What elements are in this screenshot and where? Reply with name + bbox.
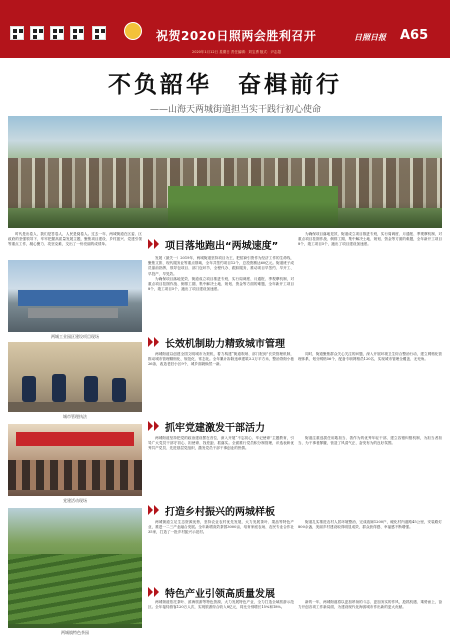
section-text: 两城街道以创建全国文明城市为契机，着力构建“街道吹哨、部门报到”长效管理机制，推动城市管理精细化、规范化、常态化。全年累计拆除违章建筑3.2万平方米，整治背街小巷26条，改造老旧小区9个，城乡面貌焕然一新。 <box>148 352 294 367</box>
double-arrow-icon <box>148 421 162 431</box>
section-text: 两城街道坚持把党的政治建设摆在首位，深入开展“不忘初心、牢记使命”主题教育，引导广大党员干部守初心、担使命、找差距、抓落实。全面推行党员积分制管理，评选表彰优秀共产党员、先进基层党组织，激发党员干部干事创业的热情。 <box>148 436 294 451</box>
qr-code-icon <box>92 26 106 40</box>
photo-caption: 党建活动现场 <box>63 498 87 503</box>
section-text: 发展（最关一）2019年，两城街道坚持项目为王，把招商引资作为经济工作的生命线，聚焦文旅、现代服务业等重点领域，全年共签约项目12个，总投资额达60亿元。街道班子成员靠前指挥，领导包项目、部门包环节，全程代办、跟踪服务，推动项目早签约、早开工、早投产、早见效。 为确保项目落地见效，街道成立项目推进专班，实行周调度、月通报、季观摩机制，对重点项目挂图作战、倒排工期，集中解决土地、规划、资金等方面的难题，全年新开工项目8个，竣工项目5个，跑出了项目建设加速度。 <box>148 256 294 292</box>
section-text: 两城街道依托茶叶、滨海旅游等特色资源，大力发展特色产业，全力打造全域旅游示范区。全年接待游客120万人次，实现旅游综合收入8亿元，同比分别增长15%和18%。 <box>148 600 294 610</box>
page-number: A65 <box>400 28 429 43</box>
section-text: 新的一年，两城街道将以更加昂扬的斗志、更加务实的作风，抢抓机遇、乘势而上，奋力开创各项工作新局面，为建设现代化海滨城市作出新的更大贡献。 <box>298 600 442 610</box>
double-arrow-icon <box>148 587 162 597</box>
section-text: 街道注重选拔任用敢担当、善作为的优秀年轻干部，建立容错纠错机制，为担当者担当、为干事者撑腰，营造了风清气正、奋发有为的良好氛围。 <box>298 436 442 446</box>
qr-code-icon <box>10 26 24 40</box>
section-heading: 项目落地跑出“两城速度” <box>148 236 448 252</box>
national-emblem-icon <box>124 22 142 40</box>
issue-info: 2020年1月12日 星期日 责任编辑：刘宝勇 版式：尹志超 <box>192 50 281 54</box>
qr-code-icon <box>70 26 84 40</box>
section-text: 两城街道立足生态资源优势，坚持农业农村优先发展，大力发展茶叶、果品等特色产业，推进一二三产业融合发展。全年新增高效茶园3000亩，培育家庭农场、农民专业合作社35家，打造了一批乡村振兴示范村。 <box>148 520 294 535</box>
masthead-banner <box>0 0 450 58</box>
section-text: 为确保项目落地见效，街道成立项目推进专班，实行周调度、月通报、季观摩机制，对重点项目挂图作战、倒排工期，集中解决土地、规划、资金等方面的难题，全年新开工项目8个，竣工项目5个，跑出了项目建设加速度。 <box>298 232 442 247</box>
photo-party-activity <box>8 424 142 496</box>
photo-industrial-park <box>8 260 142 332</box>
section-heading: 特色产业引领高质量发展 <box>148 584 448 600</box>
qr-code-icon <box>30 26 44 40</box>
photo-tea-garden <box>8 508 142 628</box>
double-arrow-icon <box>148 239 162 249</box>
double-arrow-icon <box>148 337 162 347</box>
newspaper-brand: 日照日报 <box>354 33 386 42</box>
photo-caption: 两城工业园区建设项目现场 <box>51 334 99 339</box>
photo-city-patrol <box>8 342 142 412</box>
hero-photo <box>8 116 442 228</box>
photo-caption: 城市管理执法 <box>63 414 87 419</box>
photo-caption: 两城镇特色茶园 <box>61 630 89 635</box>
page-subtitle: ——山海天两城街道担当实干践行初心使命 <box>150 105 322 115</box>
section-text: 街道扎实推进农村人居环境整治，完成改厕1200户，硬化村内道路45公里，安装路灯800余盏，美丽乡村建设取得明显成效，群众获得感、幸福感不断增强。 <box>298 520 442 530</box>
section-heading: 打造乡村振兴的两城样板 <box>148 502 448 518</box>
section-heading: 长效机制助力精致城市管理 <box>148 334 448 350</box>
qr-code-icon <box>50 26 64 40</box>
banner-title: 祝贺2020日照两会胜利召开 <box>156 29 317 43</box>
lead-paragraph: 时代是出卷人，我们是答卷人，人民是阅卷人。过去一年，两城街道在区委、区政府的坚强领导下，牢牢把握高质量发展主题，聚焦项目建设、乡村振兴、党建引领等重点工作，凝心聚力、攻坚克难，交出了一份亮丽的成绩单。 <box>8 232 142 247</box>
section-heading: 抓牢党建激发干部活力 <box>148 418 448 434</box>
double-arrow-icon <box>148 505 162 515</box>
page-title: 不负韶华 奋楫前行 <box>108 72 342 98</box>
section-text: 同时，街道聚焦群众关心关注的问题，深入开展环境卫生综合整治行动，建立网格化管理体系，划分网格56个，配备专职网格员120名，实现城市管理全覆盖、无死角。 <box>298 352 442 362</box>
